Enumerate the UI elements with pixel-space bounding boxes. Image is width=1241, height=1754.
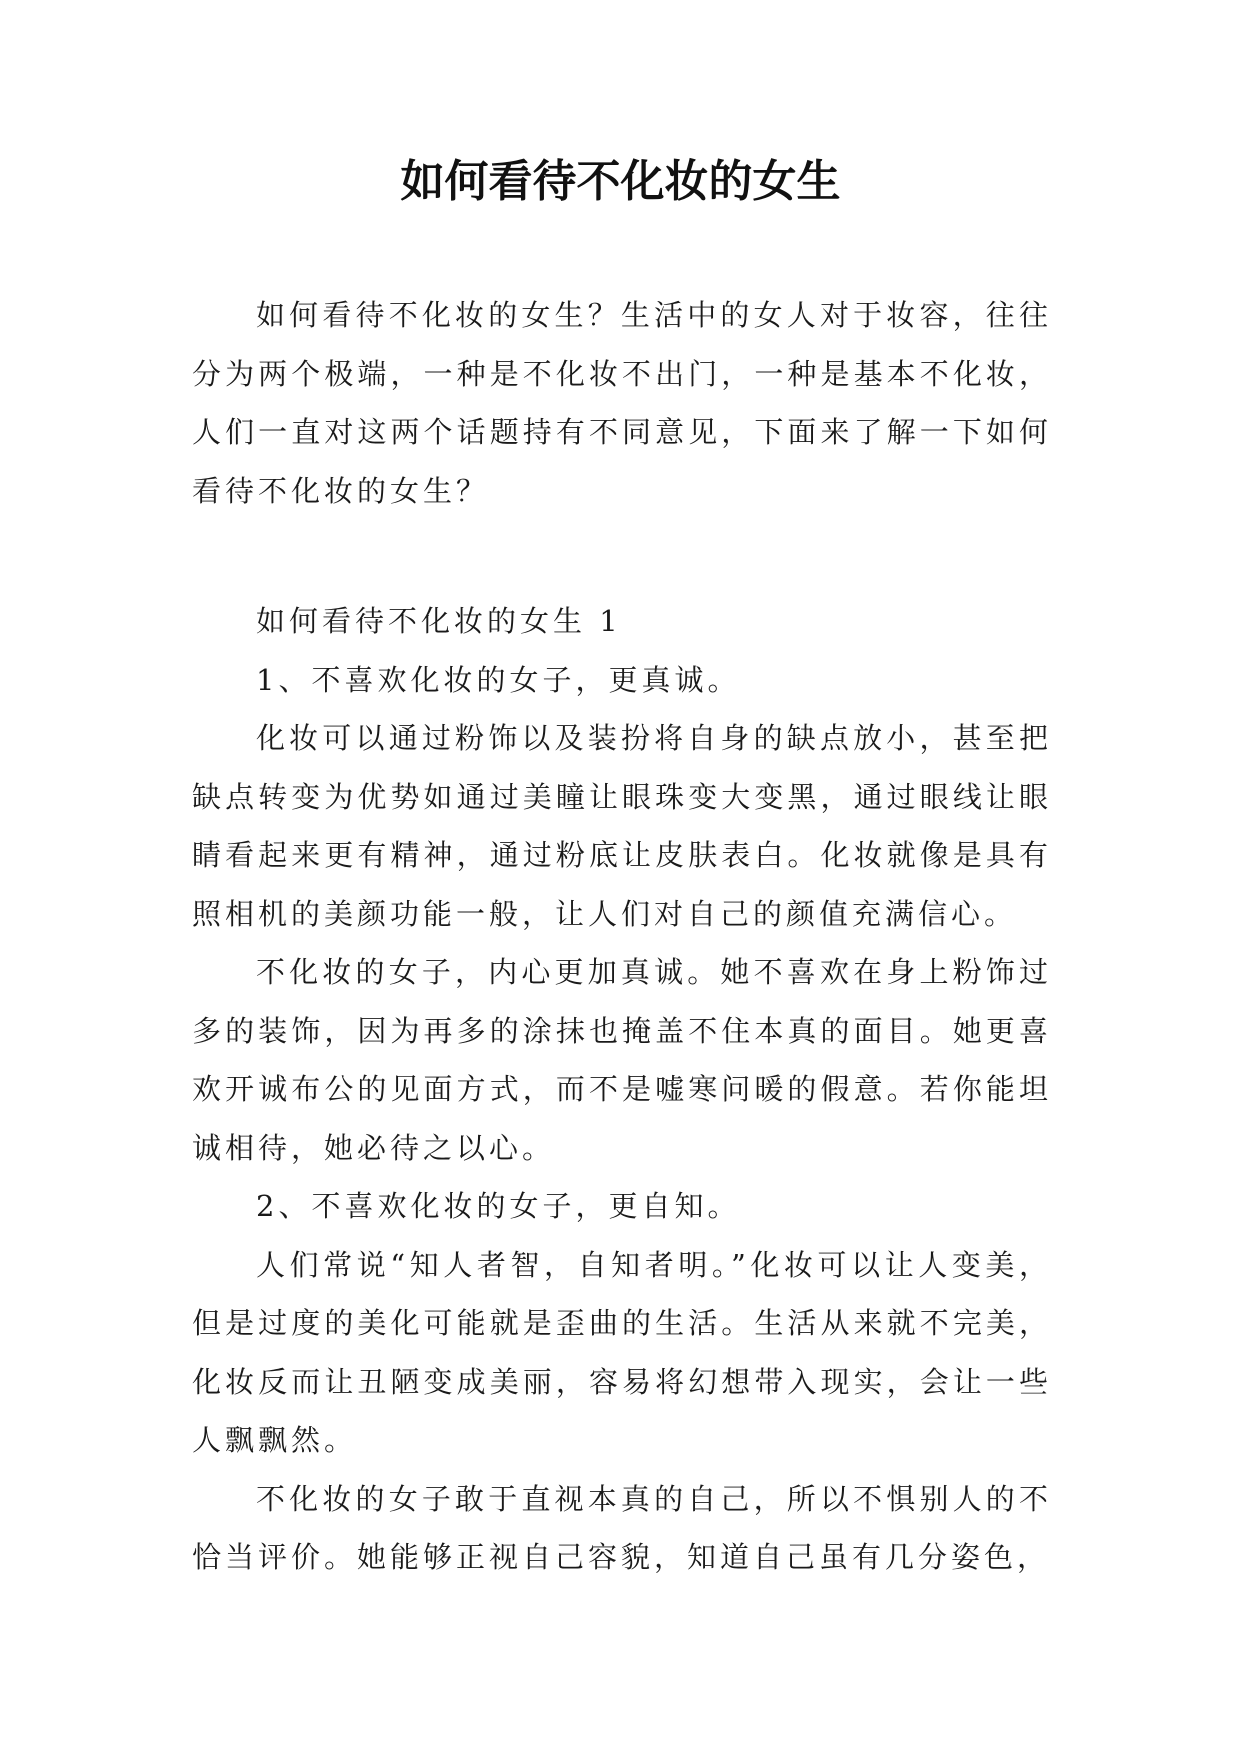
paragraph-gap [192, 520, 1052, 592]
section-heading: 如何看待不化妆的女生 1 [256, 604, 622, 638]
intro-paragraph: 如何看待不化妆的女生？生活中的女人对于妆容，往往分为两个极端，一种是不化妆不出门，一种是基本不化妆，人们一直对这两个话题持有不同意见，下面来了解一下如何看待不化妆的女生？ [192, 298, 1052, 508]
point1-heading: 1、不喜欢化妆的女子，更真诚。 [256, 662, 741, 697]
point2-heading: 2、不喜欢化妆的女子，更自知。 [256, 1189, 741, 1223]
document-body [192, 286, 1052, 1587]
point2-paragraph-1: 人们常说“知人者智，自知者明。”化妆可以让人变美，但是过度的美化可能就是歪曲的生活。生活从来就不完美，化妆反而让丑陋变成美丽，容易将幻想带入现实，会让一些人飘飘然。 [192, 1247, 1052, 1457]
document-title: 如何看待不化妆的女生 [400, 156, 841, 207]
point1-paragraph-1: 化妆可以通过粉饰以及装扮将自身的缺点放小，甚至把缺点转变为优势如通过美瞳让眼珠变大变黑，通过眼线让眼睛看起来更有精神，通过粉底让皮肤表白。化妆就像是具有照相机的美颜功能一般，让人们对自己的颜值充满信心。 [192, 721, 1052, 931]
point2-paragraph-2: 不化妆的女子敢于直视本真的自己，所以不惧别人的不恰当评价。她能够正视自己容貌，知道自己虽有几分姿色， [192, 1481, 1052, 1574]
point1-paragraph-2: 不化妆的女子，内心更加真诚。她不喜欢在身上粉饰过多的装饰，因为再多的涂抹也掩盖不住本真的面目。她更喜欢开诚布公的见面方式，而不是嘘寒问暖的假意。若你能坦诚相待，她必待之以心。 [192, 955, 1052, 1165]
